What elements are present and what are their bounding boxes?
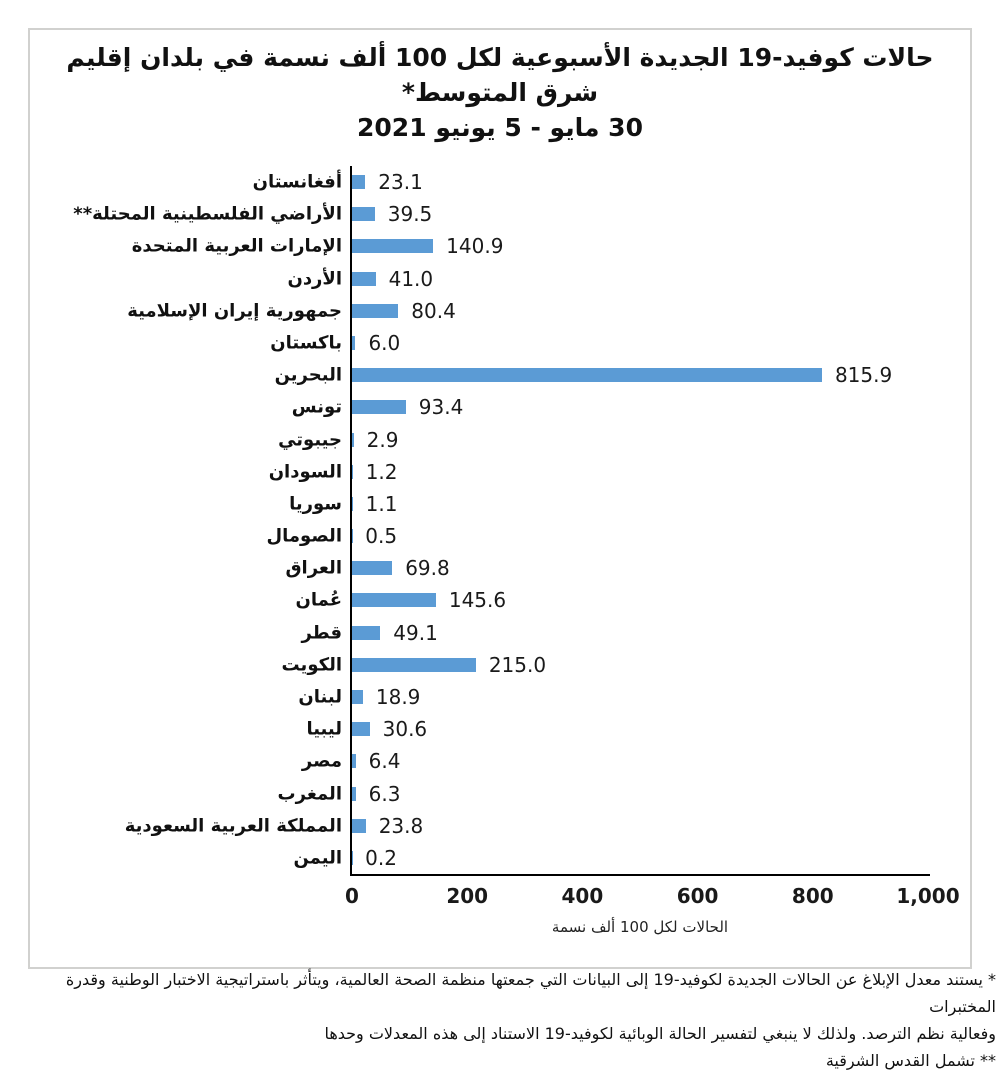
country-label: تونس [30,397,342,418]
country-label: الإمارات العربية المتحدة [30,236,342,257]
bar [352,433,354,447]
value-label: 145.6 [449,588,506,612]
country-label: جمهورية إيران الإسلامية [30,300,342,321]
bar [352,593,436,607]
x-tick-label: 200 [427,884,507,908]
bar [352,400,406,414]
country-label: الكويت [30,654,342,675]
bar-row [30,713,970,745]
chart-title [30,40,970,145]
country-label: سوريا [30,493,342,514]
bar-row [30,456,970,488]
country-label: الأردن [30,268,342,289]
y-axis-line [350,166,352,874]
bar-row [30,263,970,295]
value-label: 41.0 [389,267,434,291]
value-label: 49.1 [393,621,438,645]
bar [352,175,365,189]
value-label: 6.4 [369,749,401,773]
x-tick-label: 1,000 [888,884,968,908]
bar-row [30,391,970,423]
bar-row [30,327,970,359]
bar [352,626,380,640]
bar-row [30,166,970,198]
country-label: جيبوتي [30,429,342,450]
country-label: الصومال [30,526,342,547]
x-axis-line [350,874,930,876]
country-label: أفغانستان [30,172,342,193]
value-label: 0.2 [365,846,397,870]
country-label: المملكة العربية السعودية [30,815,342,836]
value-label: 80.4 [411,299,456,323]
bar-row [30,584,970,616]
bar-row [30,520,970,552]
bar [352,239,433,253]
bar-row [30,198,970,230]
bar [352,754,356,768]
chart-container [28,28,972,969]
chart-title-line1: حالات كوفيد-19 الجديدة الأسبوعية لكل 100 ألف نسمة في بلدان إقليم [30,40,970,75]
value-label: 2.9 [367,428,399,452]
value-label: 6.0 [368,331,400,355]
bar [352,368,822,382]
bar [352,561,392,575]
chart-date-range: 30 مايو - 5 يونيو 2021 [30,110,970,145]
bar [352,497,353,511]
value-label: 1.1 [366,492,398,516]
chart-title-line2: شرق المتوسط* [30,75,970,110]
bar [352,207,375,221]
bar [352,336,355,350]
country-label: اليمن [30,847,342,868]
value-label: 69.8 [405,556,450,580]
footnotes [4,966,996,1074]
bar-row [30,488,970,520]
x-tick-label: 600 [658,884,738,908]
bar-rows [30,166,970,874]
value-label: 140.9 [446,234,503,258]
country-label: عُمان [30,590,342,611]
bar [352,787,356,801]
plot-area [30,166,970,946]
bar [352,819,366,833]
x-tick-label: 0 [312,884,392,908]
value-label: 815.9 [835,363,892,387]
value-label: 30.6 [383,717,428,741]
country-label: قطر [30,622,342,643]
country-label: العراق [30,558,342,579]
footnote-line2: وفعالية نظم الترصد. ولذلك لا ينبغي لتفسير الحالة الوبائية لكوفيد-19 الاستناد إلى هذه المعدلات وحدها [4,1020,996,1047]
bar [352,658,476,672]
country-label: باكستان [30,332,342,353]
country-label: مصر [30,751,342,772]
bar [352,272,376,286]
bar [352,465,353,479]
bar-row [30,423,970,455]
footnote-line1: * يستند معدل الإبلاغ عن الحالات الجديدة لكوفيد-19 إلى البيانات التي جمعتها منظمة الصحة العالمية، ويتأثر باستراتيجية الاختبار الوطنية وقدرة المختبرات [4,966,996,1020]
bar-row [30,295,970,327]
x-tick-label: 400 [542,884,622,908]
value-label: 18.9 [376,685,421,709]
bar-row [30,649,970,681]
x-axis-title: الحالات لكل 100 ألف نسمة [490,918,790,936]
bar [352,304,398,318]
country-label: الأراضي الفلسطينية المحتلة** [30,204,342,225]
bar-row [30,230,970,262]
bar-row [30,745,970,777]
bar-row [30,359,970,391]
value-label: 6.3 [369,782,401,806]
value-label: 1.2 [366,460,398,484]
x-tick-label: 800 [773,884,853,908]
bar-row [30,842,970,874]
value-label: 23.8 [379,814,424,838]
bar-row [30,552,970,584]
country-label: لبنان [30,686,342,707]
country-label: المغرب [30,783,342,804]
value-label: 93.4 [419,395,464,419]
bar-row [30,617,970,649]
country-label: السودان [30,461,342,482]
bar-row [30,681,970,713]
bar [352,690,363,704]
footnote-line3: ** تشمل القدس الشرقية [4,1047,996,1074]
value-label: 215.0 [489,653,546,677]
value-label: 0.5 [365,524,397,548]
bar [352,722,370,736]
country-label: البحرين [30,365,342,386]
bar-row [30,777,970,809]
bar-row [30,810,970,842]
value-label: 39.5 [388,202,433,226]
value-label: 23.1 [378,170,423,194]
country-label: ليبيا [30,719,342,740]
